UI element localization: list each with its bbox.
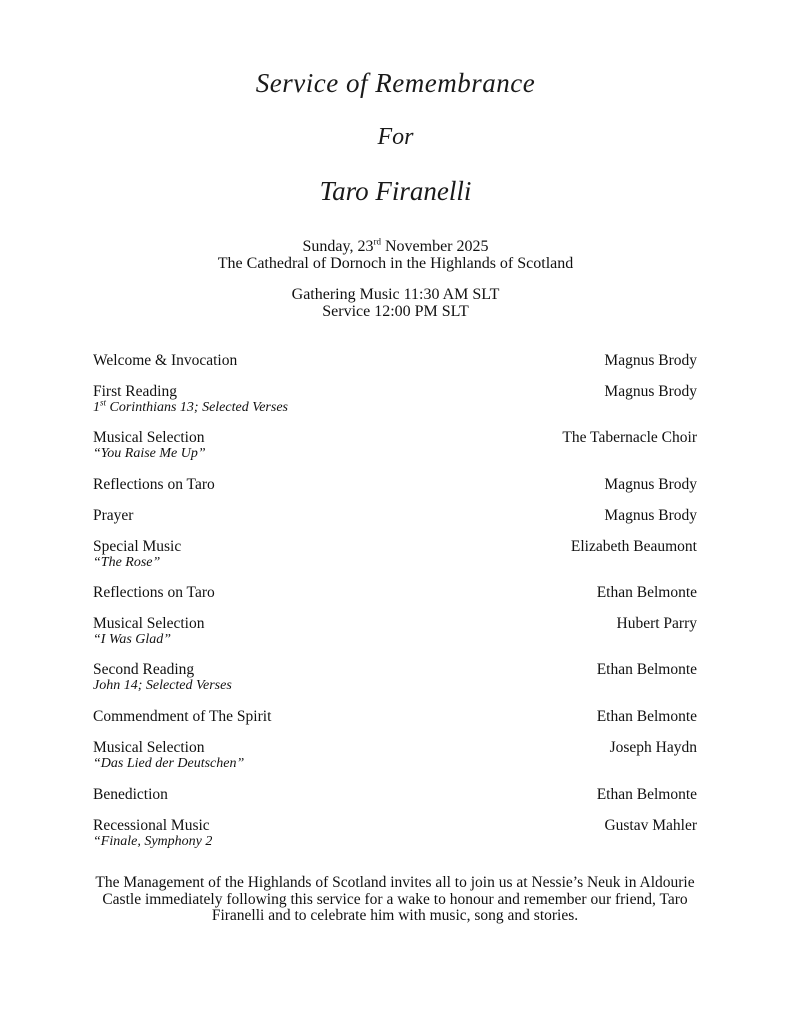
program-item-person: Ethan Belmonte	[596, 786, 697, 803]
program-item-person: Ethan Belmonte	[596, 584, 697, 601]
program-item-person: Elizabeth Beaumont	[570, 538, 697, 555]
program-item-title: Welcome & Invocation	[93, 352, 238, 369]
service-title: Service of Remembrance	[255, 68, 536, 98]
program-item	[93, 353, 697, 369]
program-item-subtitle: “I Was Glad”	[93, 632, 172, 647]
program-item	[93, 508, 697, 524]
program-item-person: Magnus Brody	[604, 507, 697, 524]
program-item-person: Magnus Brody	[604, 352, 697, 369]
footer-invitation: The Management of the Highlands of Scotland invites all to join us at Nessie’s Neuk in Aldourie Castle immediately following this service for a wake to honour and remember our friend, Taro Firanelli and to celebrate him with music, song and stories.	[95, 874, 695, 924]
service-location: The Cathedral of Dornoch in the Highlands of Scotland	[217, 255, 574, 272]
program-item	[93, 740, 697, 771]
service-date: Sunday, 23rd November 2025	[302, 236, 489, 255]
program-item-title: Second Reading	[93, 661, 195, 678]
program-item-title: Musical Selection	[93, 739, 205, 756]
service-time: Service 12:00 PM SLT	[322, 303, 469, 320]
program-item-person: The Tabernacle Choir	[562, 429, 697, 446]
gathering-time: Gathering Music 11:30 AM SLT	[291, 286, 500, 303]
program-item-subtitle: John 14; Selected Verses	[93, 678, 232, 693]
program-item	[93, 787, 697, 803]
program-item-title: First Reading	[93, 383, 177, 400]
program-item-subtitle: “The Rose”	[93, 555, 161, 570]
time-block	[0, 286, 791, 320]
program-item-title: Reflections on Taro	[93, 476, 215, 493]
program-item-person: Gustav Mahler	[604, 817, 697, 834]
program-item-subtitle: “You Raise Me Up”	[93, 446, 206, 461]
program-item-person: Magnus Brody	[604, 476, 697, 493]
date-location-block	[0, 238, 791, 272]
program-item	[93, 477, 697, 493]
program-item	[93, 616, 697, 647]
program-item-person: Ethan Belmonte	[596, 661, 697, 678]
program-item	[93, 384, 697, 415]
program-item	[93, 585, 697, 601]
program-item-title: Commendment of The Spirit	[93, 708, 272, 725]
title-for: For	[377, 124, 414, 150]
program-item-title: Benediction	[93, 786, 168, 803]
program-item-title: Recessional Music	[93, 817, 210, 834]
program-item-person: Joseph Haydn	[609, 739, 697, 756]
program-item	[93, 709, 697, 725]
program-item-person: Magnus Brody	[604, 383, 697, 400]
program-item	[93, 430, 697, 461]
program-item-person: Ethan Belmonte	[596, 708, 697, 725]
program-item-title: Special Music	[93, 538, 182, 555]
program-item-subtitle: “Finale, Symphony 2	[93, 834, 213, 849]
program-item-subtitle: “Das Lied der Deutschen”	[93, 756, 245, 771]
program-item-subtitle: 1st Corinthians 13; Selected Verses	[93, 397, 288, 415]
program-item-title: Musical Selection	[93, 429, 205, 446]
program-item-title: Reflections on Taro	[93, 584, 215, 601]
program-item	[93, 662, 697, 693]
program-item-title: Musical Selection	[93, 615, 205, 632]
honoree-name: Taro Firanelli	[319, 176, 472, 206]
program-item	[93, 539, 697, 570]
program-item-title: Prayer	[93, 507, 134, 524]
program-item	[93, 818, 697, 849]
program-item-person: Hubert Parry	[616, 615, 697, 632]
